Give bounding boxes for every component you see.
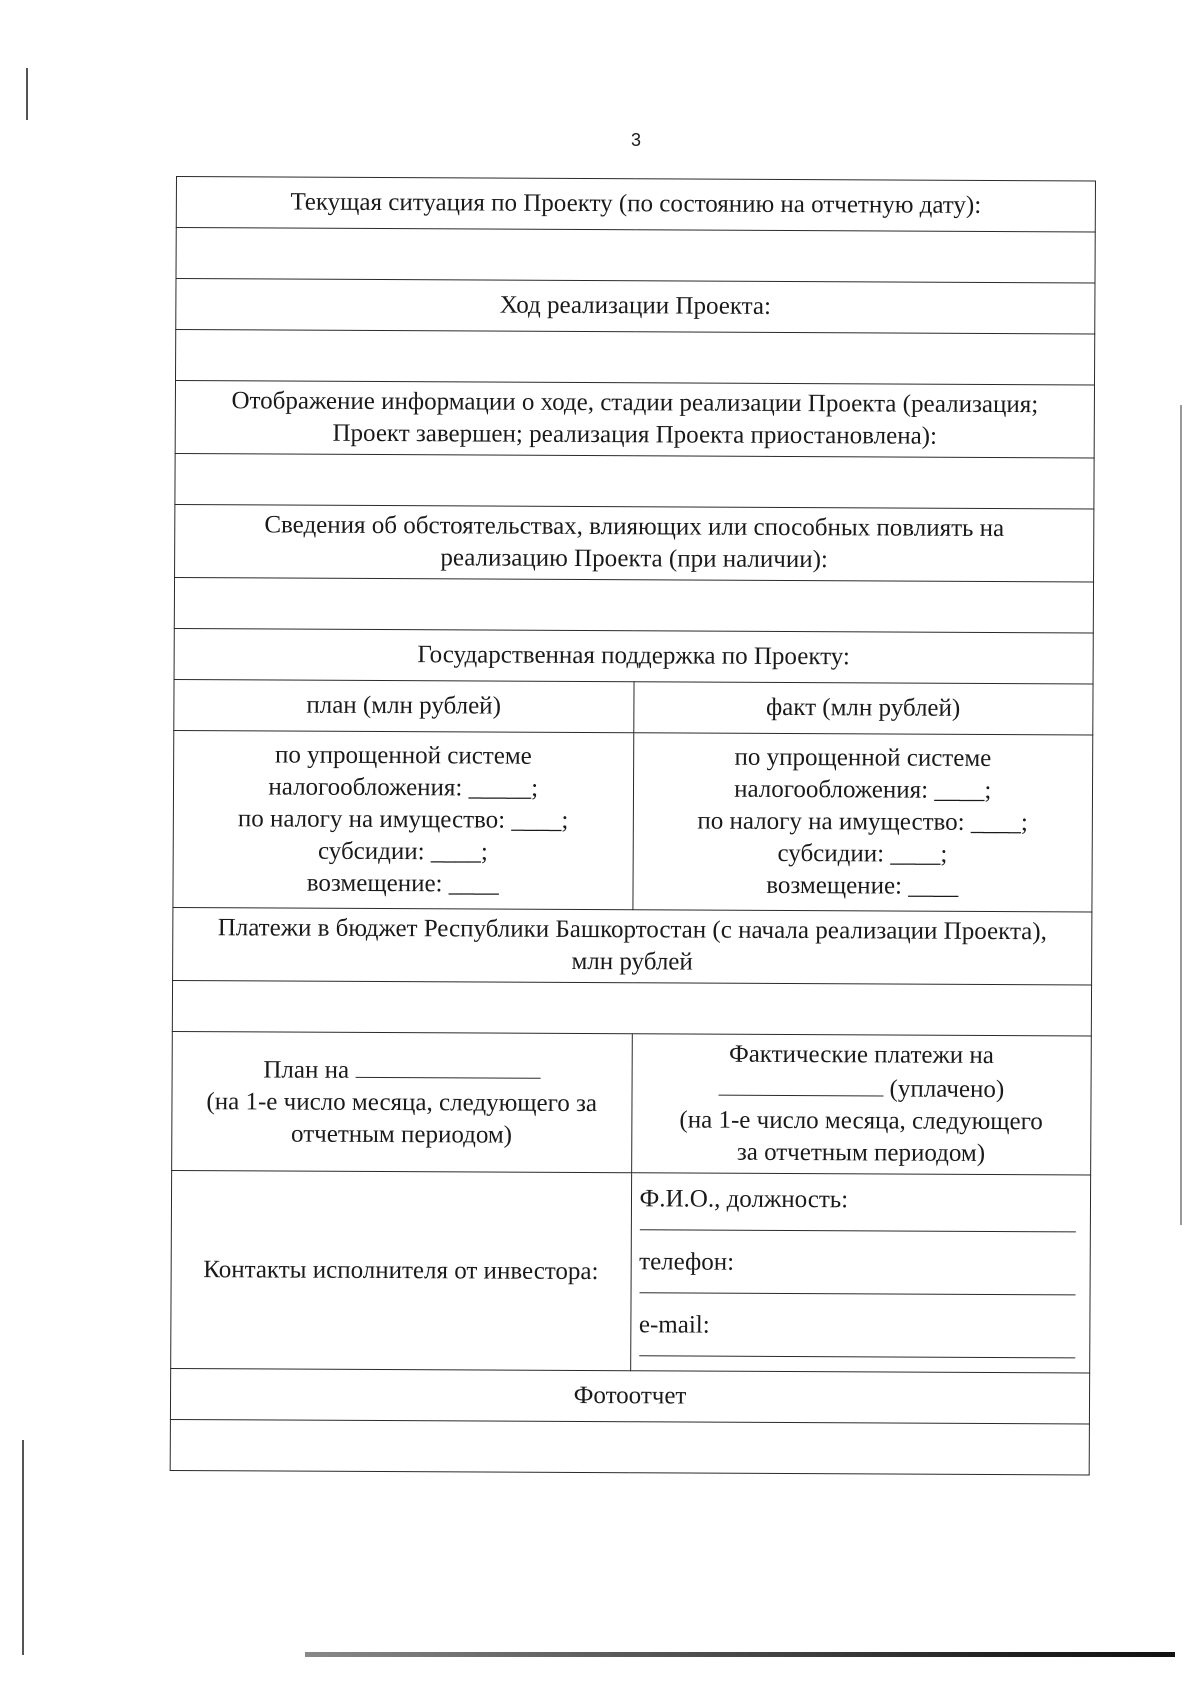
state-support-header: Государственная поддержка по Проекту: [174,628,1093,683]
progress-field[interactable] [176,330,1095,385]
fact-paid-line [640,1070,1083,1106]
plan-note-line-1: (на 1-е число месяца, следующего за [206,1088,598,1118]
plan-item: возмещение: ____ [306,869,499,898]
plan-date-blank[interactable] [355,1053,540,1079]
state-support-header-row [174,628,1093,683]
plan-fact-payments-row [172,1031,1092,1174]
page-number: 3 [630,130,641,150]
fact-note-line-2: за отчетным периодом) [736,1138,986,1167]
payments-header [173,907,1092,984]
stage-info-line-1: Отображение информации о ходе, стадии реализации Проекта (реализация; [231,387,1039,419]
payments-line-2: млн рублей [571,947,693,976]
stage-info-header [175,381,1094,458]
current-status-field[interactable] [176,228,1095,283]
report-form-table [170,176,1096,1475]
plan-item: налогообложения: _____; [268,773,539,802]
current-status-input-row [176,228,1095,283]
fact-paid-label: (уплачено) [889,1075,1005,1104]
circumstances-line-2: реализацию Проекта (при наличии): [440,544,828,574]
plan-item: субсидии: ____; [317,837,488,866]
fact-item: по налогу на имущество: ____; [697,807,1028,837]
plan-payments-cell [172,1031,632,1172]
photo-report-field[interactable] [170,1419,1089,1474]
circumstances-header [175,504,1094,581]
stage-info-input-row [175,453,1094,508]
plan-column-header: план (млн рублей) [174,679,634,732]
plan-item: по налогу на имущество: ____; [237,805,569,834]
scan-edge-mark [22,1440,24,1655]
plan-on-label: План на [263,1056,350,1084]
phone-field[interactable]: телефон: [639,1240,1076,1295]
contacts-fields-cell [630,1173,1090,1373]
progress-header: Ход реализации Проекта: [176,279,1095,334]
payments-line-1: Платежи в бюджет Республики Башкортостан (с начала реализации Проекта), [217,914,1047,946]
fact-values-cell[interactable] [632,733,1092,912]
scan-edge-mark [1180,405,1182,1225]
plan-on-line [181,1052,624,1088]
circumstances-header-row [175,504,1094,581]
fact-item: субсидии: ____; [777,839,948,868]
photo-report-input-row [170,1419,1089,1474]
circumstances-line-1: Сведения об обстоятельствах, влияющих или способных повлиять на [264,511,1005,543]
contacts-label-cell [171,1170,631,1370]
contacts-row [171,1170,1091,1372]
stage-info-field[interactable] [175,453,1094,508]
fact-column-header: факт (млн рублей) [633,682,1093,735]
plan-values-cell[interactable] [173,730,633,909]
email-field[interactable]: e-mail: [639,1303,1076,1358]
fact-note-line-1: (на 1-е число месяца, следующего [679,1106,1043,1136]
fact-item: налогообложения: ____; [734,775,992,804]
fact-item: по упрощенной системе [734,743,992,772]
circumstances-input-row [174,577,1093,632]
photo-report-header: Фотоотчет [170,1368,1089,1423]
progress-header-row [176,279,1095,334]
support-columns-row [174,679,1093,734]
scan-edge-mark [26,68,28,120]
circumstances-field[interactable] [174,577,1093,632]
fact-payments-title: Фактические платежи на [728,1040,994,1070]
contacts-label: Контакты исполнителя от инвестора: [203,1255,599,1285]
payments-header-row [173,907,1092,984]
stage-info-header-row [175,381,1094,458]
stage-info-line-2: Проект завершен; реализация Проекта приостановлена): [332,419,938,450]
fact-payments-cell [631,1034,1091,1175]
current-status-header: Текущая ситуация по Проекту (по состоянию на отчетную дату): [176,177,1095,232]
payments-input-row [172,980,1091,1035]
fact-date-blank[interactable] [718,1071,883,1097]
scan-bottom-bar [305,1652,1175,1657]
plan-note-line-2: отчетным периодом) [291,1120,513,1149]
name-position-field[interactable]: Ф.И.О., должность: [639,1177,1076,1232]
current-status-header-row [176,177,1095,232]
support-values-row [173,730,1093,911]
payments-field[interactable] [172,980,1091,1035]
fact-item: возмещение: ____ [766,871,959,900]
plan-item: по упрощенной системе [274,741,532,770]
progress-input-row [176,330,1095,385]
photo-report-header-row [170,1368,1089,1423]
